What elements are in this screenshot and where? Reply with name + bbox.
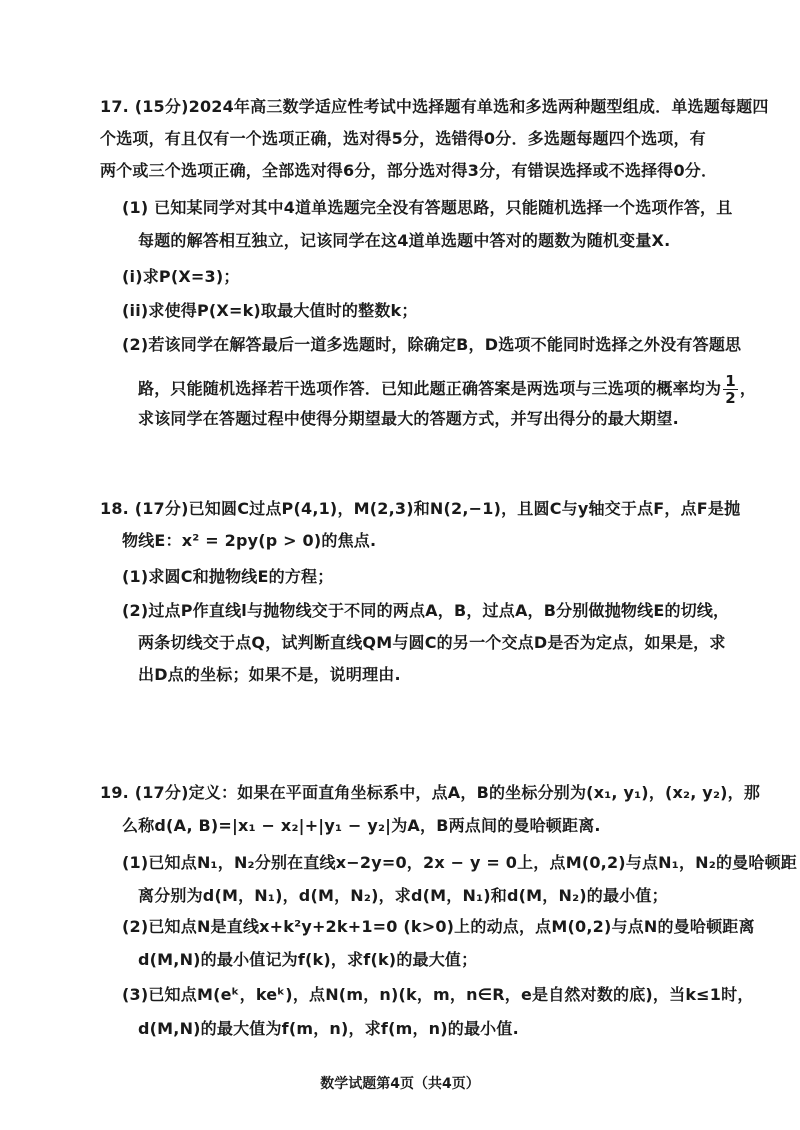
q18-part2-line-1: (2)过点P作直线l与抛物线交于不同的两点A，B，过点A，B分别做抛物线E的切线， — [122, 601, 730, 620]
q17-part2-line-3: 求该同学在答题过程中使得分期望最大的答题方式，并写出得分的最大期望. — [138, 409, 679, 428]
q17-line-2: 个选项，有且仅有一个选项正确，选对得5分，选错得0分．多选题每题四个选项，有 — [100, 129, 706, 148]
q17-part2-line-2 — [138, 373, 756, 406]
q17-line-1: 17. (15分)2024年高三数学适应性考试中选择题有单选和多选两种题型组成．单选题每题四 — [100, 97, 769, 116]
q17-part1-line-2: 每题的解答相互独立，记该同学在这4道单选题中答对的题数为随机变量X. — [138, 231, 671, 250]
q18-part1: (1)求圆C和抛物线E的方程； — [122, 567, 334, 586]
q17-part2-line-1: (2)若该同学在解答最后一道多选题时，除确定B，D选项不能同时选择之外没有答题思 — [122, 335, 742, 354]
q18-part2-line-3: 出D点的坐标；如果不是，说明理由. — [138, 665, 401, 684]
q19-part3-line-2: d(M,N)的最大值为f(m，n)，求f(m，n)的最小值. — [138, 1019, 519, 1038]
q17-line-3: 两个或三个选项正确，全部选对得6分，部分选对得3分，有错误选择或不选择得0分． — [100, 161, 718, 180]
q18-part2-line-2: 两条切线交于点Q，试判断直线QM与圆C的另一个交点D是否为定点，如果是，求 — [138, 633, 726, 652]
q18-line-1: 18. (17分)已知圆C过点P(4,1)，M(2,3)和N(2,−1)，且圆C与y轴交于点F，点F是抛 — [100, 499, 741, 518]
q19-part1-line-2: 离分别为d(M，N₁)，d(M，N₂)，求d(M，N₁)和d(M，N₂)的最小值； — [138, 886, 668, 905]
q19-line-2: 么称d(A, B)=|x₁ − x₂|+|y₁ − y₂|为A，B两点间的曼哈顿距离. — [122, 816, 601, 835]
page-footer: 数学试题第4页（共4页） — [320, 1076, 480, 1092]
fraction-numerator: 1 — [725, 372, 736, 390]
q17-part1-line-1: (1) 已知某同学对其中4道单选题完全没有答题思路，只能随机选择一个选项作答，且 — [122, 198, 733, 217]
q19-part3-line-1: (3)已知点M(eᵏ，keᵏ)，点N(m，n)(k，m，n∈R，e是自然对数的底)，当k≤1时， — [122, 985, 754, 1004]
q17-part1-ii: (ii)求使得P(X=k)取最大值时的整数k； — [122, 301, 418, 320]
q19-line-1: 19. (17分)定义：如果在平面直角坐标系中，点A，B的坐标分别为(x₁, y₁)，(x₂, y₂)，那 — [100, 783, 761, 802]
q17-part2-line-2-tail: ， — [739, 379, 757, 398]
q19-part2-line-1: (2)已知点N是直线x+k²y+2k+1=0 (k>0)上的动点，点M(0,2)与点N的曼哈顿距离 — [122, 917, 755, 936]
fraction-one-half — [723, 373, 738, 406]
q19-part2-line-2: d(M,N)的最小值记为f(k)，求f(k)的最大值； — [138, 950, 478, 969]
q18-line-2: 物线E：x² = 2py(p > 0)的焦点. — [122, 531, 377, 550]
fraction-denominator: 2 — [725, 389, 736, 407]
q17-part1-i: (i)求P(X=3)； — [122, 267, 240, 286]
q19-part1-line-1: (1)已知点N₁，N₂分别在直线x−2y=0，2x − y = 0上，点M(0,2)与点N₁，N₂的曼哈顿距 — [122, 853, 797, 872]
q17-part2-line-2-text: 路，只能随机选择若干选项作答．已知此题正确答案是两选项与三选项的概率均为 — [138, 379, 722, 398]
